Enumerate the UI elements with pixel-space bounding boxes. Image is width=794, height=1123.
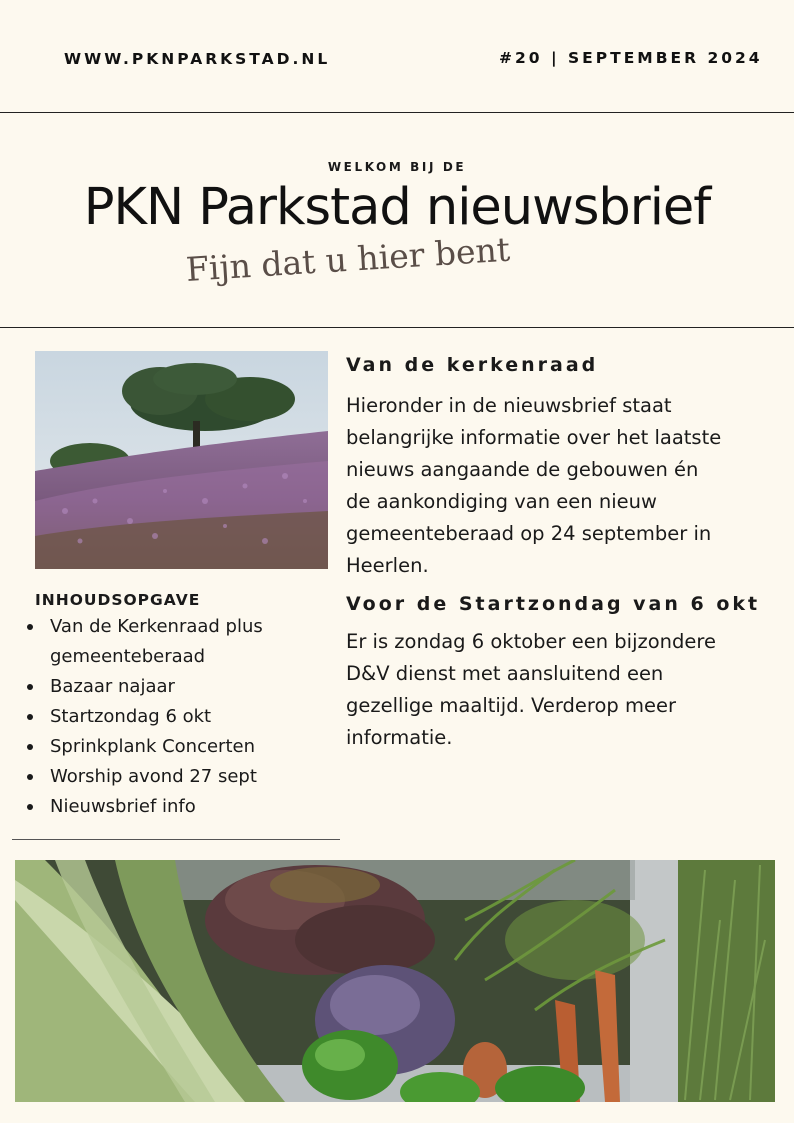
body-line: gemeenteberaad op 24 september in	[346, 522, 712, 545]
vegetable-crate-photo	[15, 860, 775, 1102]
toc-item-label: Worship avond 27 sept	[50, 766, 257, 787]
newsletter-subtitle: Fijn dat u hier bent	[184, 229, 512, 289]
section-heading-kerkenraad: Van de kerkenraad	[346, 354, 599, 376]
toc-item-startzondag[interactable]	[36, 702, 336, 732]
newsletter-title: PKN Parkstad nieuwsbrief	[83, 178, 711, 237]
body-line: de aankondiging van een nieuw	[346, 490, 657, 513]
heather-landscape-photo	[35, 351, 328, 569]
toc-heading: INHOUDSOPGAVE	[35, 591, 201, 609]
toc-item-bazaar[interactable]	[36, 672, 336, 702]
toc-divider	[12, 839, 340, 840]
toc-item-kerkenraad[interactable]	[36, 612, 336, 672]
section-body-startzondag	[346, 626, 766, 754]
toc-item-label: Sprinkplank Concerten	[50, 736, 255, 757]
hero-kicker: WELKOM BIJ DE	[327, 160, 467, 174]
body-line: informatie.	[346, 726, 453, 749]
body-line: Er is zondag 6 oktober een bijzondere	[346, 630, 716, 653]
section-heading-startzondag: Voor de Startzondag van 6 okt	[346, 593, 761, 615]
toc-item-worship[interactable]	[36, 762, 336, 792]
toc-item-label: Startzondag 6 okt	[50, 706, 212, 727]
toc-item-label: Nieuwsbrief info	[50, 796, 196, 817]
toc-item-label: Van de Kerkenraad plus	[50, 616, 263, 637]
toc-item-label: gemeenteberaad	[50, 646, 206, 667]
body-line: D&V dienst met aansluitend een	[346, 662, 664, 685]
body-line: belangrijke informatie over het laatste	[346, 426, 722, 449]
body-line: Heerlen.	[346, 554, 429, 577]
issue-info: #20 | SEPTEMBER 2024	[499, 49, 763, 67]
website-url[interactable]: WWW.PKNPARKSTAD.NL	[64, 50, 331, 68]
body-line: Hieronder in de nieuwsbrief staat	[346, 394, 672, 417]
body-line: nieuws aangaande de gebouwen én	[346, 458, 699, 481]
toc-list	[36, 612, 336, 822]
toc-item-concerten[interactable]	[36, 732, 336, 762]
vegetable-crate-image	[15, 860, 775, 1102]
toc-item-nieuwsbrief-info[interactable]	[36, 792, 336, 822]
header-divider	[0, 112, 794, 113]
section-body-kerkenraad	[346, 390, 766, 582]
body-line: gezellige maaltijd. Verderop meer	[346, 694, 676, 717]
toc-item-label: Bazaar najaar	[50, 676, 175, 697]
heather-landscape-image	[35, 351, 328, 569]
hero-divider	[0, 327, 794, 328]
